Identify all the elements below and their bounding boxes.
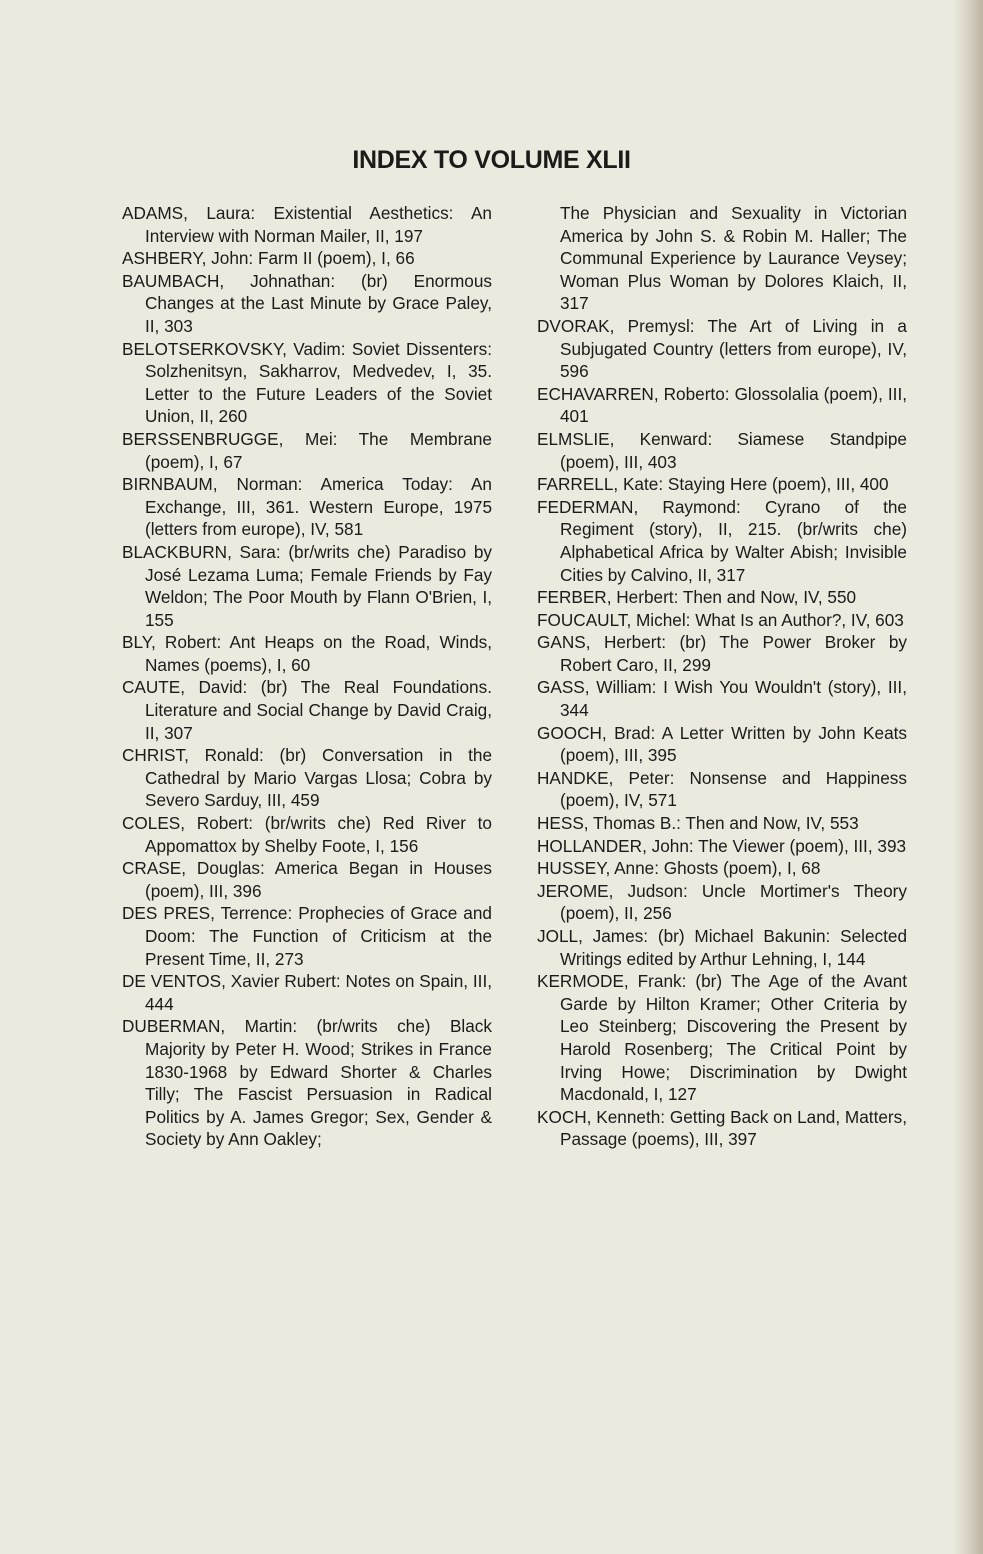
index-entry: KOCH, Kenneth: Getting Back on Land, Matters, Passage (poems), III, 397 [537, 1106, 907, 1150]
index-entry: BIRNBAUM, Norman: America Today: An Exchange, III, 361. Western Europe, 1975 (letters from europe), IV, 581 [122, 474, 492, 540]
index-entry: HESS, Thomas B.: Then and Now, IV, 553 [537, 813, 859, 834]
index-entry: ADAMS, Laura: Existential Aesthetics: An Interview with Norman Mailer, II, 197 [122, 203, 492, 246]
index-entry: ECHAVARREN, Roberto: Glossolalia (poem), III, 401 [537, 383, 907, 427]
index-entry: GOOCH, Brad: A Letter Written by John Keats (poem), III, 395 [537, 722, 907, 766]
index-entry: KERMODE, Frank: (br) The Age of the Avant Garde by Hilton Kramer; Other Criteria by Leo Steinberg; Discovering the Present by Harold Rosenberg; The Critical Point by Irving Howe; Discrimination by Dwight Macdonald, I, 127 [537, 971, 907, 1105]
index-entry: CAUTE, David: (br) The Real Foundations. Literature and Social Change by David Craig, II, 307 [122, 677, 492, 743]
index-entry: CHRIST, Ronald: (br) Conversation in the Cathedral by Mario Vargas Llosa; Cobra by Severo Sarduy, III, 459 [122, 745, 492, 811]
index-entry: DES PRES, Terrence: Prophecies of Grace and Doom: The Function of Criticism at the Present Time, II, 273 [122, 903, 492, 969]
index-entry: ASHBERY, John: Farm II (poem), I, 66 [122, 248, 415, 269]
index-entry: GANS, Herbert: (br) The Power Broker by Robert Caro, II, 299 [537, 632, 907, 675]
index-entry: DVORAK, Premysl: The Art of Living in a Subjugated Country (letters from europe), IV, 596 [537, 315, 907, 382]
index-column-right [537, 202, 907, 1151]
index-entry: BLACKBURN, Sara: (br/writs che) Paradiso by José Lezama Luma; Female Friends by Fay Weldon; The Poor Mouth by Flann O'Brien, I, 155 [122, 541, 492, 630]
index-entry: FOUCAULT, Michel: What Is an Author?, IV, 603 [537, 609, 904, 630]
index-entry: BLY, Robert: Ant Heaps on the Road, Winds, Names (poems), I, 60 [122, 632, 492, 675]
index-entry: ELMSLIE, Kenward: Siamese Standpipe (poem), III, 403 [537, 428, 907, 472]
index-entry: DUBERMAN, Martin: (br/writs che) Black Majority by Peter H. Wood; Strikes in France 1830-1968 by Edward Shorter & Charles Tilly; The Fascist Persuasion in Radical Politics by A. James Gregor; Sex, Gender & Society by Ann Oakley; [122, 1016, 492, 1150]
page-title: INDEX TO VOLUME XLII [352, 146, 631, 174]
index-entry: GASS, William: I Wish You Wouldn't (story), III, 344 [537, 677, 907, 721]
index-entry: BERSSENBRUGGE, Mei: The Membrane (poem), I, 67 [122, 428, 492, 472]
index-entry: FARRELL, Kate: Staying Here (poem), III, 400 [537, 474, 889, 495]
index-entry: BAUMBACH, Johnathan: (br) Enormous Changes at the Last Minute by Grace Paley, II, 303 [122, 270, 492, 336]
index-entry: COLES, Robert: (br/writs che) Red River to Appomattox by Shelby Foote, I, 156 [122, 813, 492, 856]
page-edge-shadow [953, 0, 983, 1554]
index-entry: FEDERMAN, Raymond: Cyrano of the Regiment (story), II, 215. (br/writs che) Alphabetical Africa by Walter Abish; Invisible Cities by Calvino, II, 317 [537, 496, 907, 585]
index-entry-continuation: The Physician and Sexuality in Victorian America by John S. & Robin M. Haller; The Communal Experience by Laurance Veysey; Woman Plus Woman by Dolores Klaich, II, 317 [560, 203, 907, 314]
index-entry: CRASE, Douglas: America Began in Houses (poem), III, 396 [122, 858, 492, 901]
index-entry: HUSSEY, Anne: Ghosts (poem), I, 68 [537, 858, 821, 879]
index-column-left [122, 202, 492, 1151]
index-entry: HANDKE, Peter: Nonsense and Happiness (poem), IV, 571 [537, 767, 907, 811]
index-entry: DE VENTOS, Xavier Rubert: Notes on Spain, III, 444 [122, 971, 492, 1014]
index-entry: BELOTSERKOVSKY, Vadim: Soviet Dissenters: Solzhenitsyn, Sakharrov, Medvedev, I, 35. Letter to the Future Leaders of the Soviet Union, II, 260 [122, 338, 492, 427]
index-entry: JOLL, James: (br) Michael Bakunin: Selected Writings edited by Arthur Lehning, I, 144 [537, 926, 907, 969]
index-entry: JEROME, Judson: Uncle Mortimer's Theory (poem), II, 256 [537, 880, 907, 924]
index-entry: HOLLANDER, John: The Viewer (poem), III, 393 [537, 835, 907, 856]
index-entry: FERBER, Herbert: Then and Now, IV, 550 [537, 587, 857, 608]
